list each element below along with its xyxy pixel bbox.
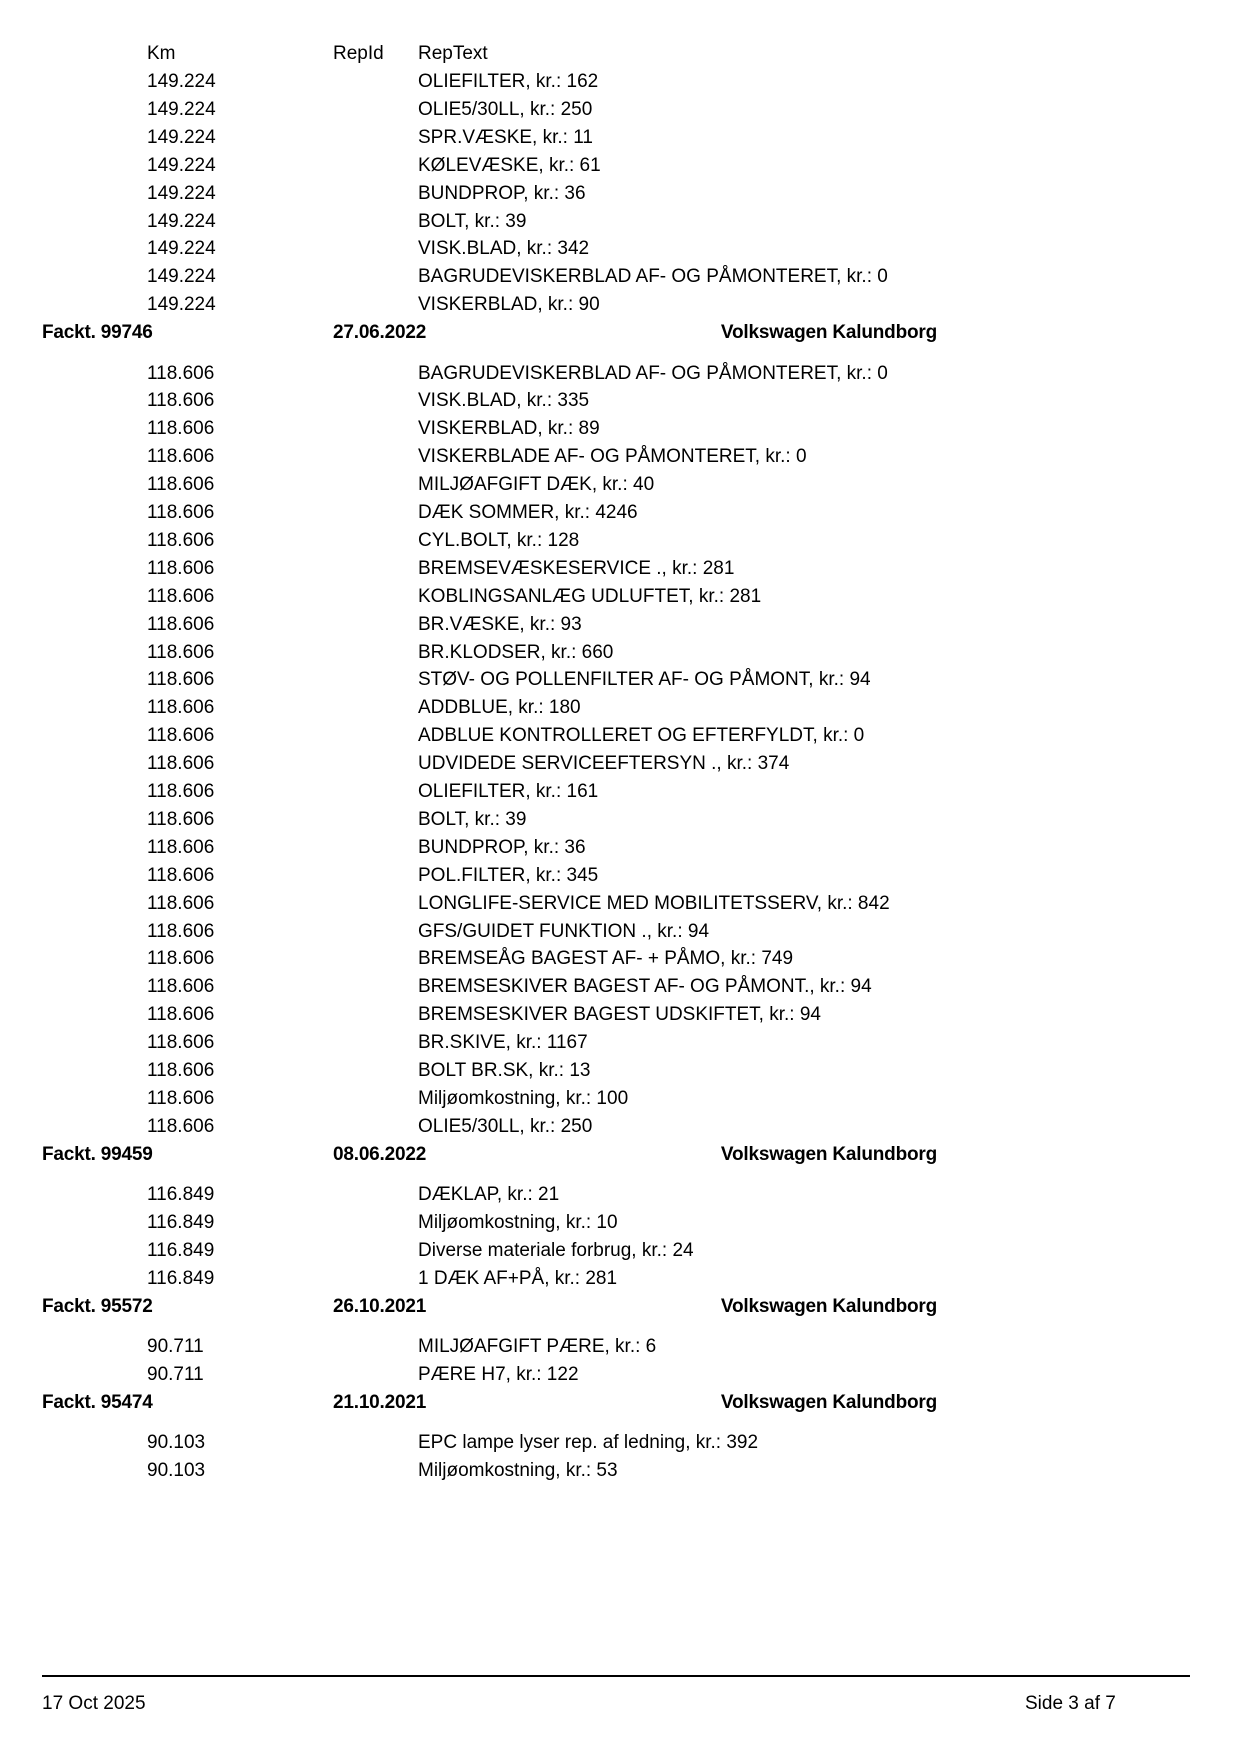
- item-km: 118.606: [147, 836, 215, 858]
- item-reptext: ADBLUE KONTROLLERET OG EFTERFYLDT, kr.: 0: [418, 725, 865, 747]
- repair-line-item: [0, 261, 1240, 292]
- repair-line-item: [0, 916, 1240, 947]
- repair-line-item: [0, 1427, 1240, 1458]
- item-km: 118.606: [147, 1087, 215, 1109]
- invoice-header: [0, 1387, 1240, 1418]
- item-reptext: Miljøomkostning, kr.: 53: [418, 1460, 618, 1482]
- item-reptext: GFS/GUIDET FUNKTION ., kr.: 94: [418, 920, 710, 942]
- invoice-number: Fackt. 95572: [42, 1295, 153, 1317]
- invoice-dealer: Volkswagen Kalundborg: [720, 1391, 937, 1413]
- item-km: 118.606: [147, 641, 215, 663]
- item-km: 118.606: [147, 1115, 215, 1137]
- repair-line-item: [0, 413, 1240, 444]
- repair-line-item: [0, 860, 1240, 891]
- item-reptext: VISKERBLAD, kr.: 89: [418, 418, 600, 440]
- repair-line-item: [0, 553, 1240, 584]
- item-reptext: BR.KLODSER, kr.: 660: [418, 641, 614, 663]
- repair-line-item: [0, 581, 1240, 612]
- item-km: 118.606: [147, 725, 215, 747]
- item-reptext: 1 DÆK AF+PÅ, kr.: 281: [418, 1267, 618, 1289]
- item-reptext: BUNDPROP, kr.: 36: [418, 836, 586, 858]
- repair-line-item: [0, 1179, 1240, 1210]
- repair-line-item: [0, 1331, 1240, 1362]
- invoice-number: Fackt. 99746: [42, 322, 153, 344]
- repair-line-item: [0, 971, 1240, 1002]
- invoice-date: 08.06.2022: [333, 1143, 427, 1165]
- item-km: 118.606: [147, 1004, 215, 1026]
- invoice-date: 27.06.2022: [333, 322, 427, 344]
- column-header-km: Km: [147, 43, 176, 64]
- repair-line-item: [0, 358, 1240, 389]
- invoice-dealer: Volkswagen Kalundborg: [720, 1295, 937, 1317]
- footer-divider: [42, 1675, 1190, 1677]
- item-km: 118.606: [147, 418, 215, 440]
- repair-line-item: [0, 776, 1240, 807]
- item-reptext: BUNDPROP, kr.: 36: [418, 182, 586, 204]
- item-km: 116.849: [147, 1239, 215, 1261]
- item-km: 118.606: [147, 474, 215, 496]
- repair-line-item: [0, 804, 1240, 835]
- column-header-repid: RepId: [333, 43, 384, 64]
- repair-line-item: [0, 888, 1240, 919]
- item-reptext: BREMSEÅG BAGEST AF- + PÅMO, kr.: 749: [418, 948, 794, 970]
- item-km: 149.224: [147, 294, 216, 316]
- repair-line-item: [0, 637, 1240, 668]
- repair-line-item: [0, 1083, 1240, 1114]
- item-reptext: BAGRUDEVISKERBLAD AF- OG PÅMONTERET, kr.: 0: [418, 266, 888, 288]
- repair-line-item: [0, 497, 1240, 528]
- repair-line-item: [0, 469, 1240, 500]
- repair-line-item: [0, 609, 1240, 640]
- repair-line-item: [0, 233, 1240, 264]
- item-reptext: OLIE5/30LL, kr.: 250: [418, 1115, 593, 1137]
- item-km: 118.606: [147, 808, 215, 830]
- item-km: 149.224: [147, 210, 216, 232]
- repair-line-item: [0, 943, 1240, 974]
- item-km: 118.606: [147, 529, 215, 551]
- repair-line-item: [0, 720, 1240, 751]
- repair-line-item: [0, 150, 1240, 181]
- repair-line-item: [0, 525, 1240, 556]
- item-reptext: UDVIDEDE SERVICEEFTERSYN ., kr.: 374: [418, 753, 790, 775]
- item-km: 149.224: [147, 98, 216, 120]
- item-km: 118.606: [147, 557, 215, 579]
- repair-line-item: [0, 1359, 1240, 1390]
- invoice-number: Fackt. 95474: [42, 1391, 153, 1413]
- item-km: 149.224: [147, 266, 216, 288]
- invoice-header: [0, 317, 1240, 348]
- item-km: 149.224: [147, 126, 216, 148]
- item-km: 118.606: [147, 1060, 215, 1081]
- item-km: 149.224: [147, 182, 216, 204]
- item-km: 90.103: [147, 1460, 206, 1482]
- item-reptext: MILJØAFGIFT DÆK, kr.: 40: [418, 474, 655, 496]
- item-km: 90.711: [147, 1364, 204, 1385]
- item-reptext: Miljøomkostning, kr.: 10: [418, 1212, 618, 1233]
- repair-line-item: [0, 1027, 1240, 1058]
- item-reptext: LONGLIFE-SERVICE MED MOBILITETSSERV, kr.: 842: [418, 892, 890, 914]
- item-km: 116.849: [147, 1184, 215, 1206]
- invoice-header: [0, 1139, 1240, 1170]
- item-reptext: BAGRUDEVISKERBLAD AF- OG PÅMONTERET, kr.: 0: [418, 362, 888, 384]
- item-reptext: PÆRE H7, kr.: 122: [418, 1364, 579, 1385]
- item-km: 118.606: [147, 362, 215, 384]
- item-km: 118.606: [147, 781, 215, 802]
- item-km: 118.606: [147, 976, 215, 998]
- item-km: 149.224: [147, 154, 216, 176]
- repair-line-item: [0, 441, 1240, 472]
- repair-line-item: [0, 1263, 1240, 1294]
- item-reptext: BOLT, kr.: 39: [418, 210, 527, 232]
- invoice-dealer: Volkswagen Kalundborg: [720, 322, 937, 344]
- repair-line-item: [0, 1235, 1240, 1266]
- item-reptext: CYL.BOLT, kr.: 128: [418, 529, 580, 551]
- item-reptext: KØLEVÆSKE, kr.: 61: [418, 154, 601, 176]
- item-reptext: ADDBLUE, kr.: 180: [418, 697, 581, 719]
- footer-date: 17 Oct 2025: [42, 1693, 146, 1714]
- item-reptext: VISK.BLAD, kr.: 335: [418, 390, 590, 412]
- repair-line-item: [0, 1055, 1240, 1086]
- item-km: 118.606: [147, 948, 215, 970]
- item-reptext: BR.VÆSKE, kr.: 93: [418, 613, 582, 635]
- item-reptext: BOLT, kr.: 39: [418, 808, 527, 830]
- item-km: 118.606: [147, 446, 215, 468]
- repair-line-item: [0, 1455, 1240, 1486]
- item-reptext: KOBLINGSANLÆG UDLUFTET, kr.: 281: [418, 585, 762, 607]
- footer-page-number: Side 3 af 7: [1025, 1693, 1116, 1714]
- repair-line-item: [0, 178, 1240, 209]
- item-reptext: MILJØAFGIFT PÆRE, kr.: 6: [418, 1336, 657, 1358]
- invoice-header: [0, 1291, 1240, 1322]
- item-reptext: BR.SKIVE, kr.: 1167: [418, 1032, 588, 1054]
- repair-line-item: [0, 832, 1240, 863]
- column-header-reptext: RepText: [418, 43, 488, 64]
- item-reptext: BREMSEVÆSKESERVICE ., kr.: 281: [418, 557, 735, 579]
- item-reptext: BREMSESKIVER BAGEST UDSKIFTET, kr.: 94: [418, 1004, 821, 1026]
- item-reptext: EPC lampe lyser rep. af ledning, kr.: 392: [418, 1432, 759, 1454]
- item-reptext: Miljøomkostning, kr.: 100: [418, 1087, 629, 1109]
- invoice-number: Fackt. 99459: [42, 1143, 153, 1165]
- repair-line-item: [0, 94, 1240, 125]
- repair-line-item: [0, 1207, 1240, 1238]
- item-km: 90.103: [147, 1432, 206, 1454]
- item-km: 118.606: [147, 920, 215, 942]
- item-km: 149.224: [147, 71, 216, 92]
- invoice-date: 21.10.2021: [333, 1391, 427, 1413]
- repair-line-item: [0, 66, 1240, 97]
- item-reptext: OLIEFILTER, kr.: 162: [418, 71, 599, 92]
- item-km: 116.849: [147, 1267, 215, 1289]
- item-reptext: Diverse materiale forbrug, kr.: 24: [418, 1239, 694, 1261]
- item-reptext: BOLT BR.SK, kr.: 13: [418, 1060, 591, 1081]
- repair-line-item: [0, 385, 1240, 416]
- item-km: 118.606: [147, 390, 215, 412]
- item-reptext: VISKERBLADE AF- OG PÅMONTERET, kr.: 0: [418, 446, 807, 468]
- repair-line-item: [0, 999, 1240, 1030]
- item-reptext: VISK.BLAD, kr.: 342: [418, 238, 590, 260]
- item-reptext: STØV- OG POLLENFILTER AF- OG PÅMONT, kr.: 94: [418, 669, 871, 691]
- item-reptext: SPR.VÆSKE, kr.: 11: [418, 126, 593, 148]
- item-reptext: OLIEFILTER, kr.: 161: [418, 781, 599, 802]
- item-km: 116.849: [147, 1212, 215, 1233]
- item-km: 118.606: [147, 697, 215, 719]
- item-km: 118.606: [147, 669, 215, 691]
- item-reptext: DÆK SOMMER, kr.: 4246: [418, 502, 638, 523]
- item-reptext: OLIE5/30LL, kr.: 250: [418, 98, 593, 120]
- item-km: 90.711: [147, 1336, 204, 1358]
- repair-line-item: [0, 206, 1240, 237]
- item-reptext: BREMSESKIVER BAGEST AF- OG PÅMONT., kr.: 94: [418, 976, 872, 998]
- repair-line-item: [0, 748, 1240, 779]
- item-km: 118.606: [147, 613, 215, 635]
- item-km: 118.606: [147, 892, 215, 914]
- repair-line-item: [0, 664, 1240, 695]
- item-reptext: VISKERBLAD, kr.: 90: [418, 294, 600, 316]
- item-km: 149.224: [147, 238, 216, 260]
- item-reptext: DÆKLAP, kr.: 21: [418, 1184, 560, 1206]
- invoice-date: 26.10.2021: [333, 1295, 427, 1317]
- repair-line-item: [0, 692, 1240, 723]
- item-km: 118.606: [147, 753, 215, 775]
- invoice-dealer: Volkswagen Kalundborg: [720, 1143, 937, 1165]
- item-km: 118.606: [147, 502, 215, 523]
- item-reptext: POL.FILTER, kr.: 345: [418, 864, 599, 886]
- item-km: 118.606: [147, 1032, 215, 1054]
- item-km: 118.606: [147, 585, 215, 607]
- item-km: 118.606: [147, 864, 215, 886]
- repair-line-item: [0, 289, 1240, 320]
- repair-line-item: [0, 1111, 1240, 1142]
- repair-line-item: [0, 122, 1240, 153]
- column-header-row: [0, 38, 1240, 69]
